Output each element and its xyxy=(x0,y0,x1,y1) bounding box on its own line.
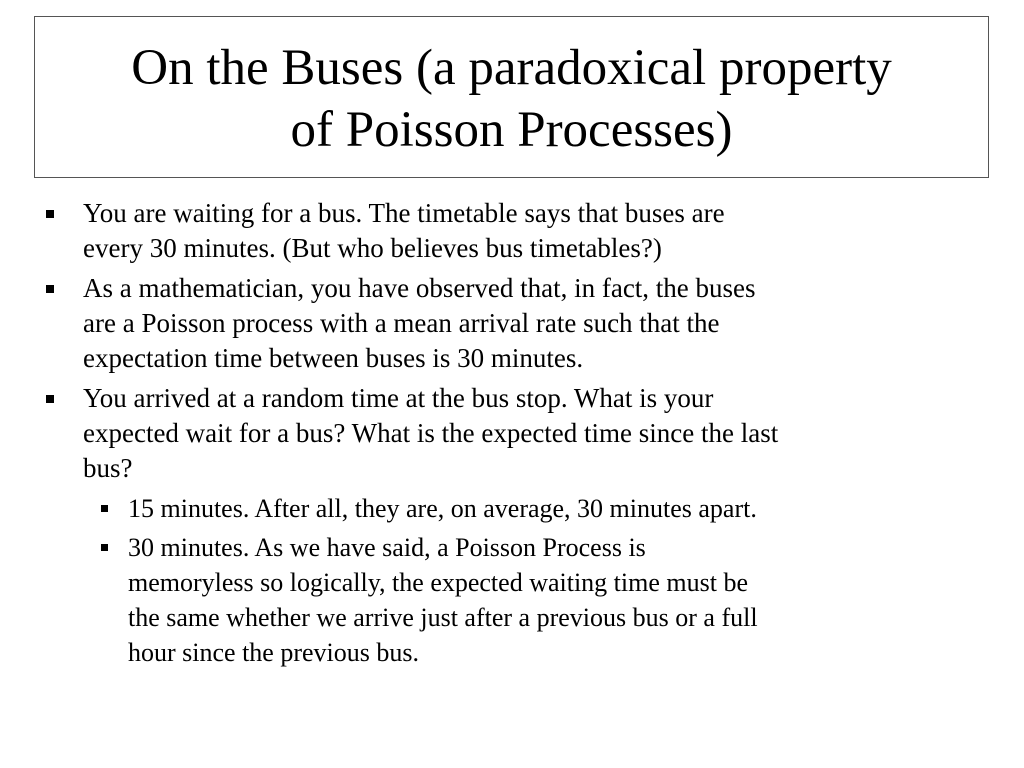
sub-bullet-1-line-1: 15 minutes. After all, they are, on average, 30 minutes apart. xyxy=(128,494,757,523)
sub-bullet-2-line-3: the same whether we arrive just after a previous bus or a full xyxy=(128,603,758,632)
bullet-2-line-2: are a Poisson process with a mean arrival rate such that the xyxy=(83,308,720,338)
bullet-3-line-2: expected wait for a bus? What is the expected time since the last xyxy=(83,418,779,448)
bullet-item-2 xyxy=(0,271,1024,376)
bullet-item-1 xyxy=(0,196,1024,266)
sub-bullet-2-line-4: hour since the previous bus. xyxy=(128,638,420,667)
sub-bullet-item-2 xyxy=(0,530,1024,670)
slide-title xyxy=(131,33,892,161)
sub-bullet-2-line-1: 30 minutes. As we have said, a Poisson Process is xyxy=(128,533,646,562)
sub-bullet-2-line-2: memoryless so logically, the expected waiting time must be xyxy=(128,568,749,597)
sub-bullet-list xyxy=(0,491,1024,670)
bullet-1-line-1: You are waiting for a bus. The timetable says that buses are xyxy=(83,198,725,228)
bullet-list xyxy=(0,196,1024,486)
slide-title-line-2: of Poisson Processes) xyxy=(290,102,733,158)
bullet-item-3 xyxy=(0,381,1024,486)
square-sub-bullet-icon xyxy=(101,505,108,512)
square-sub-bullet-icon xyxy=(101,544,108,551)
bullet-3-line-1: You arrived at a random time at the bus stop. What is your xyxy=(83,383,714,413)
slide-title-box xyxy=(34,16,989,178)
square-bullet-icon xyxy=(46,285,54,293)
bullet-3-line-3: bus? xyxy=(83,453,133,483)
bullet-1-line-2: every 30 minutes. (But who believes bus timetables?) xyxy=(83,233,662,263)
slide-title-line-1: On the Buses (a paradoxical property xyxy=(131,40,892,96)
sub-bullet-item-1 xyxy=(0,491,1024,526)
square-bullet-icon xyxy=(46,210,54,218)
slide-body xyxy=(0,196,1024,674)
bullet-2-line-1: As a mathematician, you have observed that, in fact, the buses xyxy=(83,273,756,303)
bullet-2-line-3: expectation time between buses is 30 minutes. xyxy=(83,343,584,373)
square-bullet-icon xyxy=(46,395,54,403)
